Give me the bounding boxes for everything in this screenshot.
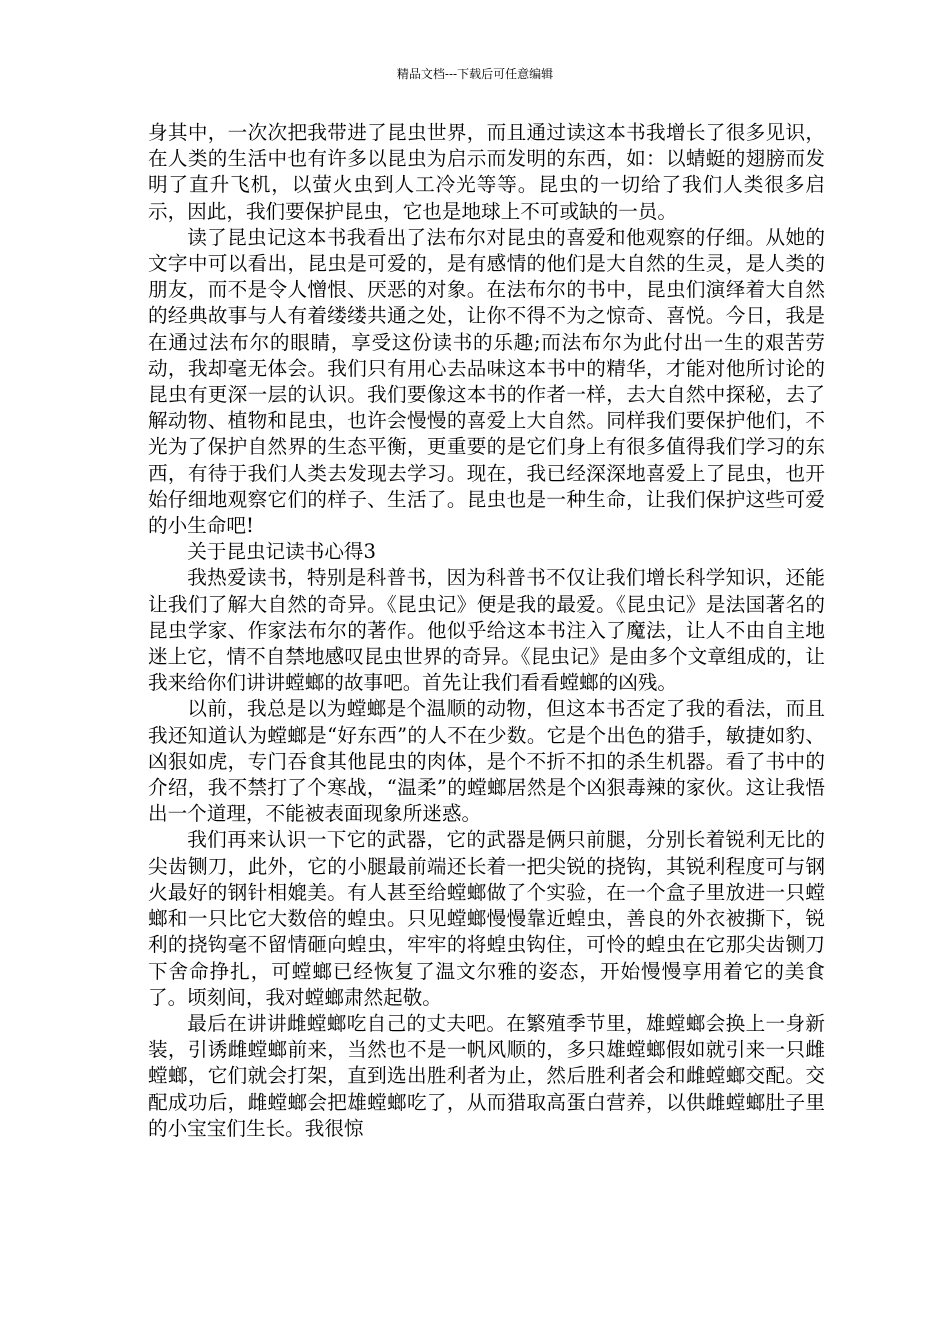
- paragraph: 我们再来认识一下它的武器，它的武器是俩只前腿，分别长着锐利无比的尖齿铡刀，此外，它的小腿最前端还长着一把尖锐的挠钩，其锐利程度可与钢火最好的钢针相媲美。有人甚至给螳螂做了个实验，在一个盒子里放进一只螳螂和一只比它大数倍的蝗虫。只见螳螂慢慢靠近蝗虫，善良的外衣被撕下，锐利的挠钩毫不留情砸向蝗虫，牢牢的将蝗虫钩住，可怜的蝗虫在它那尖齿铡刀下舍命挣扎，可螳螂已经恢复了温文尔雅的姿态，开始慢慢享用着它的美食了。顷刻间，我对螳螂肃然起敬。: [148, 828, 825, 1009]
- page-header: 精品文档---下载后可任意编辑: [396, 67, 554, 81]
- paragraph: 身其中，一次次把我带进了昆虫世界，而且通过读这本书我增长了很多见识，在人类的生活中也有许多以昆虫为启示而发明的东西，如：以蜻蜓的翅膀而发明了直升飞机，以萤火虫到人工冷光等等。昆虫的一切给了我们人类很多启示，因此，我们要保护昆虫，它也是地球上不可或缺的一员。: [148, 121, 825, 223]
- section-heading: 关于昆虫记读书心得3: [187, 540, 376, 564]
- article-body: [148, 120, 825, 1142]
- paragraph: 读了昆虫记这本书我看出了法布尔对昆虫的喜爱和他观察的仔细。从她的文字中可以看出，昆虫是可爱的，是有感情的他们是大自然的生灵，是人类的朋友，而不是令人憎恨、厌恶的对象。在法布尔的书中，昆虫们演绎着大自然的经典故事与人有着缕缕共通之处，让你不得不为之惊奇、喜悦。今日，我是在通过法布尔的眼睛，享受这份读书的乐趣;而法布尔为此付出一生的艰苦劳动，我却毫无体会。我们只有用心去品味这本书中的精华，才能对他所讨论的昆虫有更深一层的认识。我们要像这本书的作者一样，去大自然中探秘，去了解动物、植物和昆虫，也许会慢慢的喜爱上大自然。同样我们要保护他们，不光为了保护自然界的生态平衡，更重要的是它们身上有很多值得我们学习的东西，有待于我们人类去发现去学习。现在，我已经深深地喜爱上了昆虫，也开始仔细地观察它们的样子、生活了。昆虫也是一种生命，让我们保护这些可爱的小生命吧!: [148, 225, 825, 538]
- paragraph: 最后在讲讲雌螳螂吃自己的丈夫吧。在繁殖季节里，雄螳螂会换上一身新装，引诱雌螳螂前来，当然也不是一帆风顺的，多只雄螳螂假如就引来一只雌螳螂，它们就会打架，直到选出胜利者为止，然后胜利者会和雌螳螂交配。交配成功后，雌螳螂会把雄螳螂吃了，从而猎取高蛋白营养，以供雌螳螂肚子里的小宝宝们生长。我很惊: [148, 1011, 825, 1140]
- paragraph: 我热爱读书，特别是科普书，因为科普书不仅让我们增长科学知识，还能让我们了解大自然的奇异。《昆虫记》便是我的最爱。《昆虫记》是法国著名的昆虫学家、作家法布尔的著作。他似乎给这本书注入了魔法，让人不由自主地迷上它，情不自禁地感叹昆虫世界的奇异。《昆虫记》是由多个文章组成的，让我来给你们讲讲螳螂的故事吧。首先让我们看看螳螂的凶残。: [148, 566, 825, 695]
- paragraph: 以前，我总是以为螳螂是个温顺的动物，但这本书否定了我的看法，而且我还知道认为螳螂是“好东西”的人不在少数。它是个出色的猎手，敏捷如豹、凶狠如虎，专门吞食其他昆虫的肉体，是个不折不扣的杀生机器。看了书中的介绍，我不禁打了个寒战，“温柔”的螳螂居然是个凶狠毒辣的家伙。这让我悟出一个道理，不能被表面现象所迷惑。: [148, 697, 825, 826]
